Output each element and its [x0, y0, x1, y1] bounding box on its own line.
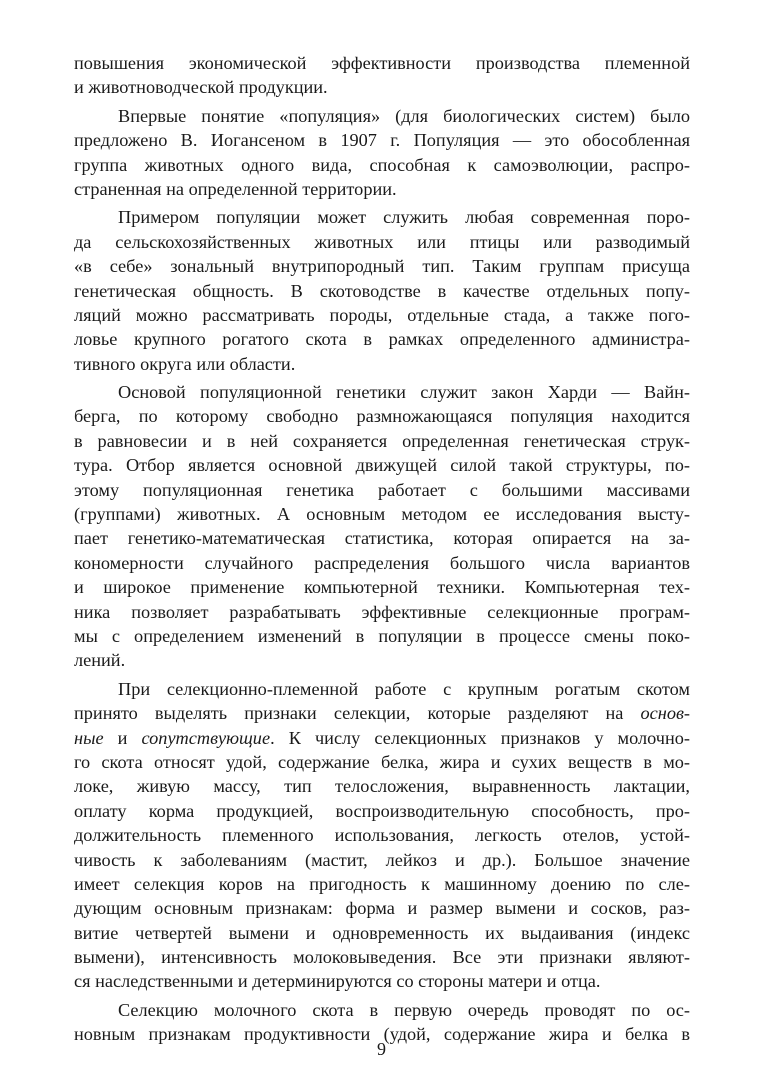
text-line [74, 896, 690, 920]
text-line: лений. [74, 650, 126, 671]
page-body [74, 51, 690, 1047]
text-line: в равновесии и в ней сохраняется определенная генетическая струк- [74, 430, 690, 451]
text-segment: локе, живую массу, тип телосложения, выравненность лактации, [74, 776, 690, 797]
text-line: Селекцию молочного скота в первую очередь проводят по ос- [118, 999, 690, 1020]
paragraph [74, 677, 690, 994]
text-line [74, 750, 690, 774]
text-line [74, 969, 690, 993]
paragraph [74, 380, 690, 673]
text-line: и животноводческой продукции. [74, 77, 328, 98]
text-line: тура. Отбор является основной движущей силой такой структуры, по- [74, 455, 690, 476]
text-line: Примером популяции может служить любая современная поро- [118, 207, 690, 228]
paragraph [74, 51, 690, 100]
text-line [74, 823, 690, 847]
page-number: 9 [377, 1039, 386, 1059]
text-line: страненная на определенной территории. [74, 178, 397, 199]
text-line: пает генетико-математическая статистика, которая опирается на за- [74, 528, 690, 549]
text-line: группа животных одного вида, способная к самоэволюции, распро- [74, 154, 690, 175]
text-line [74, 774, 690, 798]
text-line: предложено В. Иогансеном в 1907 г. Популяция — это обособленная [74, 130, 690, 151]
text-line: берга, по которому свободно размножающаяся популяция находится [74, 406, 690, 427]
text-segment: принято выделять признаки селекции, которые разделяют на [74, 703, 641, 724]
text-segment: чивость к заболеваниям (мастит, лейкоз и др.). Большое значение [74, 849, 690, 870]
text-line [74, 799, 690, 823]
text-line: ляций можно рассматривать породы, отдельные стада, а также пого- [74, 304, 690, 325]
text-segment: вымени), интенсивность молоковыведения. Все эти признаки являют- [74, 947, 690, 968]
text-segment: и [103, 727, 142, 748]
text-line: Основой популяционной генетики служит закон Харди — Вайн- [118, 382, 690, 403]
text-line: ника позволяет разрабатывать эффективные селекционные програм- [74, 601, 690, 622]
text-line [74, 677, 690, 701]
text-line [74, 872, 690, 896]
text-segment: витие четвертей вымени и одновременность их выдаивания (индекс [74, 922, 690, 943]
text-line: этому популяционная генетика работает с большими массивами [74, 479, 690, 500]
text-line: ловье крупного рогатого скота в рамках определенного администра- [74, 329, 690, 350]
text-line [74, 701, 690, 725]
text-line: Впервые понятие «популяция» (для биологических систем) было [118, 105, 690, 126]
text-segment: дующим основным признакам: форма и размер вымени и сосков, раз- [74, 898, 690, 919]
text-line: генетическая общность. В скотоводстве в качестве отдельных попу- [74, 280, 690, 301]
italic-term: сопутствующие [141, 727, 271, 748]
text-line: кономерности случайного распределения большого числа вариантов [74, 552, 690, 573]
text-segment: должительность племенного использования, легкость отелов, устой- [74, 825, 690, 846]
text-segment: При селекционно-племенной работе с крупным рогатым скотом [118, 678, 690, 699]
text-line: (группами) животных. А основным методом ее исследования высту- [74, 504, 690, 525]
text-line [74, 945, 690, 969]
text-line [74, 726, 690, 750]
text-line: мы с определением изменений в популяции в процессе смены поко- [74, 625, 690, 646]
text-line [74, 921, 690, 945]
text-segment: оплату корма продукцией, воспроизводительную способность, про- [74, 800, 690, 821]
text-segment: имеет селекция коров на пригодность к машинному доению по сле- [74, 873, 690, 894]
text-segment: ся наследственными и детерминируются со стороны матери и отца. [74, 971, 601, 992]
text-line: повышения экономической эффективности производства племенной [74, 53, 690, 73]
text-line: «в себе» зональный внутрипородный тип. Таким группам присуща [74, 256, 690, 277]
italic-term: ные [74, 727, 104, 748]
text-line: тивного округа или области. [74, 353, 296, 374]
text-segment: го скота относят удой, содержание белка, жира и сухих веществ в мо- [74, 751, 690, 772]
text-line: да сельскохозяйственных животных или птицы или разводимый [74, 231, 690, 252]
text-line [74, 848, 690, 872]
italic-term: основ- [640, 703, 690, 724]
text-line: и широкое применение компьютерной техники. Компьютерная тех- [74, 577, 690, 598]
paragraph [74, 104, 690, 202]
text-line: новным признакам продуктивности (удой, содержание жира и белка в [74, 1024, 690, 1045]
text-segment: . К числу селекционных признаков у молочно- [270, 727, 690, 748]
paragraph [74, 205, 690, 376]
